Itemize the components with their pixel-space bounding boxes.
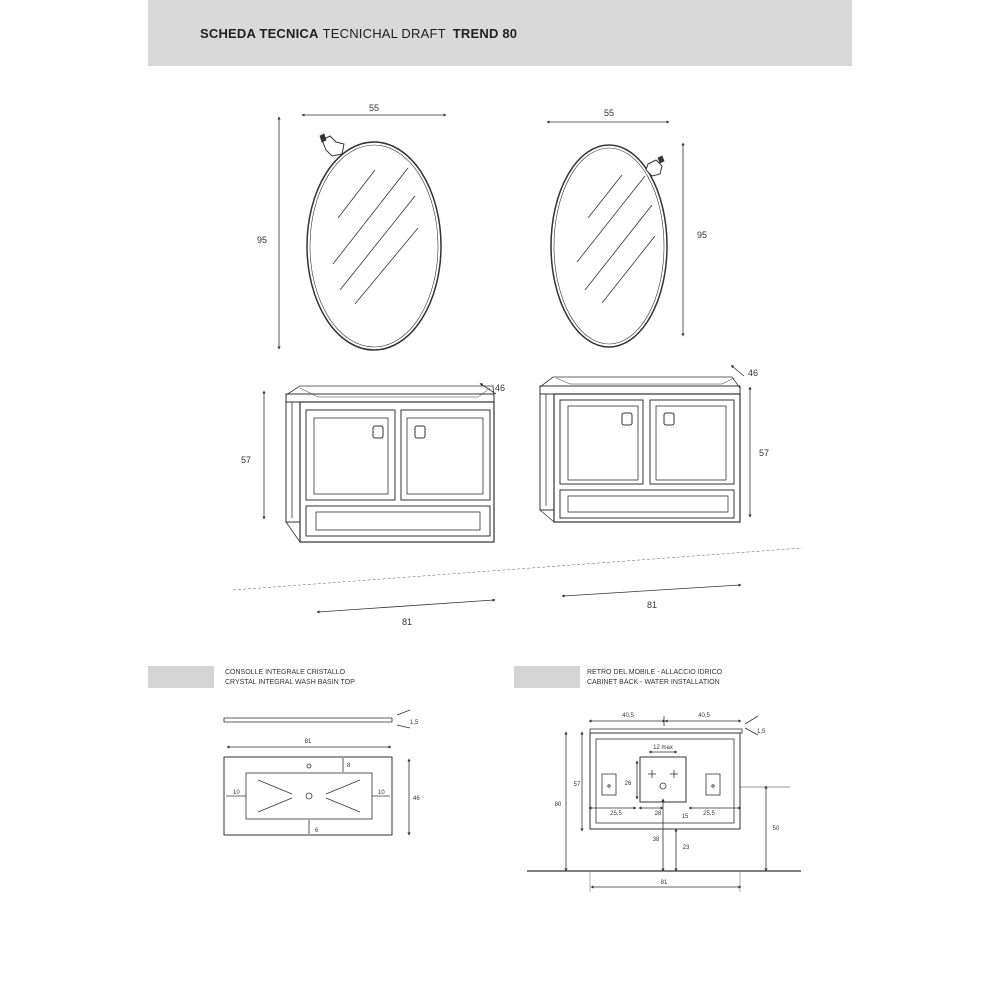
cabinet-right-height: 57: [758, 448, 770, 458]
cabinet-right-depth: 46: [747, 368, 759, 378]
cabinet-right: [540, 366, 750, 596]
title-regular: TECNICHAL DRAFT: [322, 26, 446, 41]
section-basin-label-it: CONSOLLE INTEGRALE CRISTALLO: [225, 669, 346, 676]
back-center-offset: 15: [681, 814, 689, 820]
mirror-left-width: 55: [368, 103, 380, 113]
back-left-offset: 25,5: [610, 811, 622, 817]
back-floor-gap: 23: [682, 845, 690, 851]
back-max: 12 max: [653, 745, 673, 751]
section-basin-bar: [148, 666, 214, 688]
back-right-offset: 25,5: [703, 811, 715, 817]
basin-side-right: 10: [378, 790, 385, 796]
cabinet-left-width: 81: [401, 617, 413, 627]
floor-line: [233, 548, 802, 590]
title-bold: SCHEDA TECNICA: [200, 26, 319, 41]
mirror-left: [279, 115, 445, 350]
back-left-half: 40,5: [622, 713, 634, 719]
back-bottom-gap: 38: [652, 837, 660, 843]
back-center: 28: [654, 811, 662, 817]
mirror-right: [548, 122, 683, 347]
back-wall-height: 50: [772, 826, 780, 832]
mirror-right-height: 95: [696, 230, 708, 240]
title-model: TREND 80: [452, 26, 518, 41]
cabinet-left: [264, 384, 496, 612]
back-thickness: 1,5: [757, 729, 766, 735]
back-inner-height: 26: [624, 781, 632, 787]
mirror-right-width: 55: [603, 108, 615, 118]
section-basin-label: [225, 668, 355, 688]
basin-side-left: 10: [233, 790, 240, 796]
back-drawing: [527, 716, 801, 892]
back-right-half: 40,5: [698, 713, 710, 719]
basin-width: 81: [304, 739, 312, 745]
basin-depth: 46: [413, 796, 420, 802]
basin-bottom-offset: 6: [315, 828, 319, 834]
section-back-bar: [514, 666, 580, 688]
basin-thickness: 1,5: [410, 720, 419, 726]
section-back-label-en: CABINET BACK - WATER INSTALLATION: [587, 679, 720, 686]
mirror-left-height: 95: [256, 235, 268, 245]
section-back-label: [587, 668, 722, 688]
basin-drawing: [224, 710, 410, 835]
cabinet-left-depth: 46: [494, 383, 506, 393]
back-cabinet-height: 57: [573, 782, 581, 788]
basin-top-offset: 8: [347, 763, 351, 769]
back-total-height: 80: [554, 802, 562, 808]
cabinet-left-height: 57: [240, 455, 252, 465]
section-back-label-it: RETRO DEL MOBILE - ALLACCIO IDRICO: [587, 669, 723, 676]
cabinet-right-width: 81: [646, 600, 658, 610]
section-basin-label-en: CRYSTAL INTEGRAL WASH BASIN TOP: [225, 679, 355, 686]
back-width: 81: [660, 880, 668, 886]
